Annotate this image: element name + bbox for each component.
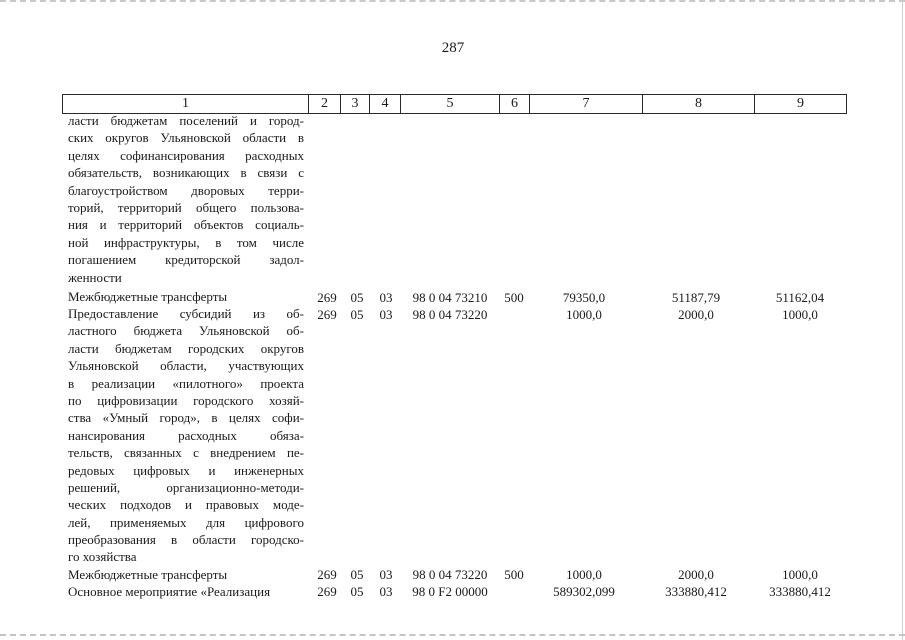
text-line: по цифровизации городского хозяй- xyxy=(68,392,304,408)
text-line: ских округов Ульяновской области в xyxy=(68,130,304,146)
row2-col-4: 03 xyxy=(379,307,393,322)
row1-col-6: 500 xyxy=(504,290,524,305)
text-line: ной инфраструктуры, в том числе xyxy=(68,234,304,250)
row3-col-6: 500 xyxy=(504,567,524,582)
row2-col-2: 269 xyxy=(317,307,337,322)
row4-col-9: 333880,412 xyxy=(769,584,831,599)
header-col-4: 4 xyxy=(370,95,401,113)
text-line: ческих подходов и правовых моде- xyxy=(68,497,304,513)
text-line: нансирования расходных обяза- xyxy=(68,427,304,443)
text-line: ластного бюджета Ульяновской об- xyxy=(68,323,304,339)
header-col-6: 6 xyxy=(500,95,530,113)
row-name-main-activity: Основное мероприятие «Реализация xyxy=(68,584,271,599)
row4-col-3: 05 xyxy=(350,584,364,599)
scan-edge-bottom xyxy=(0,633,905,636)
text-line: редовых цифровых и инженерных xyxy=(68,462,304,478)
text-line: целях софинансирования расходных xyxy=(68,147,304,163)
row1-col-4: 03 xyxy=(379,290,393,305)
row2-col-9: 1000,0 xyxy=(782,307,818,322)
text-line: ласти бюджетам поселений и город- xyxy=(68,113,304,128)
description-block-2 xyxy=(68,305,304,566)
row2-col-7: 1000,0 xyxy=(566,307,602,322)
row3-col-7: 1000,0 xyxy=(566,567,602,582)
row4-col-8: 333880,412 xyxy=(665,584,727,599)
row1-col-7: 79350,0 xyxy=(562,290,606,305)
text-line: тельств, связанных с внедрением пе- xyxy=(68,445,304,461)
row4-col-5: 98 0 F2 00000 xyxy=(412,584,488,599)
row1-col-5: 98 0 04 73210 xyxy=(412,290,488,305)
row2-col-3: 05 xyxy=(350,307,364,322)
header-col-1: 1 xyxy=(63,95,309,113)
row1-col-8: 51187,79 xyxy=(671,290,721,305)
row1-col-2: 269 xyxy=(317,290,337,305)
text-line: ласти бюджетам городских округов xyxy=(68,340,304,356)
text-line: торий, территорий общего пользова- xyxy=(68,199,304,215)
text-line: женности xyxy=(68,269,122,285)
header-col-9: 9 xyxy=(797,96,804,111)
description-block-1 xyxy=(68,112,304,286)
row4-col-2: 269 xyxy=(317,584,337,599)
table-header xyxy=(62,94,847,114)
header-col-2: 2 xyxy=(309,95,341,113)
text-line: го хозяйства xyxy=(68,549,137,565)
row-name-interbudget-2: Межбюджетные трансферты xyxy=(68,567,228,582)
text-line: решений, организационно-методи- xyxy=(68,479,304,495)
row1-col-9: 51162,04 xyxy=(775,290,825,305)
text-line: благоустройством дворовых терри- xyxy=(68,182,304,198)
header-col-8: 8 xyxy=(643,95,755,113)
row3-col-4: 03 xyxy=(379,567,393,582)
row-name-interbudget-1: Межбюджетные трансферты xyxy=(68,289,228,304)
text-line: преобразования в области городско- xyxy=(68,532,304,548)
row2-col-5: 98 0 04 73220 xyxy=(412,307,488,322)
row3-col-3: 05 xyxy=(350,567,364,582)
text-line: погашением кредиторской задол- xyxy=(68,252,304,268)
scan-edge-top xyxy=(0,0,905,3)
text-line: в реализации «пилотного» проекта xyxy=(68,375,304,391)
row2-col-8: 2000,0 xyxy=(678,307,714,322)
page-number: 287 xyxy=(441,40,465,56)
text-line: ния и территорий объектов социаль- xyxy=(68,217,304,233)
header-col-3: 3 xyxy=(341,95,370,113)
row1-col-3: 05 xyxy=(350,290,364,305)
row3-col-2: 269 xyxy=(317,567,337,582)
row4-col-4: 03 xyxy=(379,584,393,599)
scan-edge-right xyxy=(902,0,903,640)
text-line: Ульяновской области, участвующих xyxy=(68,358,304,374)
row3-col-5: 98 0 04 73220 xyxy=(412,567,488,582)
header-col-7: 7 xyxy=(530,95,643,113)
text-line: лей, применяемых для цифрового xyxy=(68,514,304,530)
row3-col-8: 2000,0 xyxy=(678,567,714,582)
header-col-5: 5 xyxy=(401,95,500,113)
row3-col-9: 1000,0 xyxy=(782,567,818,582)
row4-col-7: 589302,099 xyxy=(553,584,615,599)
text-line: ства «Умный город», в целях софи- xyxy=(68,410,304,426)
text-line: Предоставление субсидий из об- xyxy=(68,306,304,321)
text-line: обязательств, возникающих в связи с xyxy=(68,165,304,181)
